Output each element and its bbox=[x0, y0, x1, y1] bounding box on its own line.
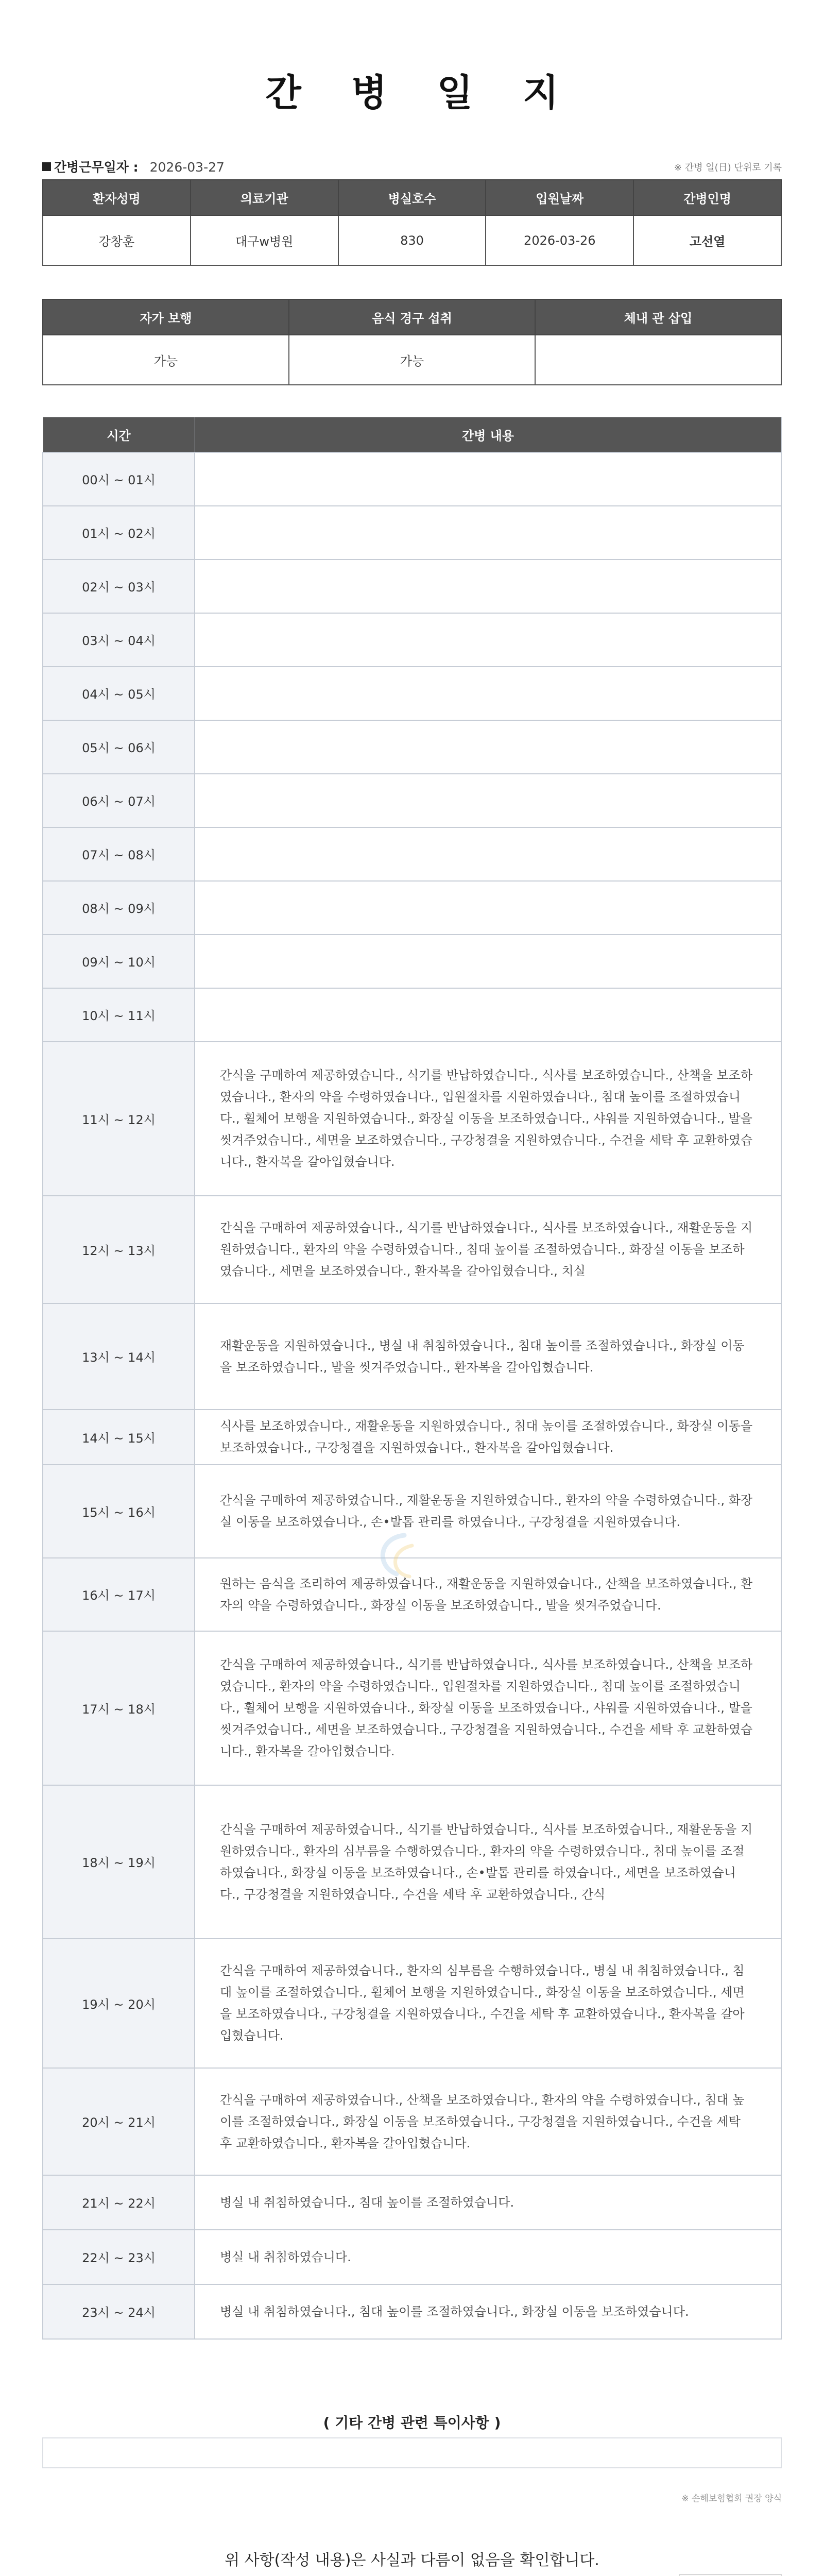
content-cell bbox=[195, 720, 781, 774]
admission-date: 2026-03-26 bbox=[486, 215, 633, 265]
time-cell: 07시 ~ 08시 bbox=[43, 827, 195, 881]
header-oral-intake: 음식 경구 섭취 bbox=[289, 299, 535, 335]
time-cell: 00시 ~ 01시 bbox=[43, 452, 195, 506]
content-cell bbox=[195, 506, 781, 560]
table-row bbox=[43, 935, 781, 988]
content-cell bbox=[195, 774, 781, 827]
confirmation-statement: 위 사항(작성 내용)은 사실과 다름이 없음을 확인합니다. bbox=[225, 2551, 599, 2569]
content-cell bbox=[195, 560, 781, 613]
time-cell: 08시 ~ 09시 bbox=[43, 881, 195, 935]
time-cell: 23시 ~ 24시 bbox=[43, 2284, 195, 2339]
content-cell: 병실 내 취침하였습니다. bbox=[195, 2230, 781, 2284]
time-cell: 16시 ~ 17시 bbox=[43, 1558, 195, 1631]
content-cell: 재활운동을 지원하였습니다., 병실 내 취침하였습니다., 침대 높이를 조절하였습니다., 화장실 이동을 보조하였습니다., 발을 씻겨주었습니다., 환자복을 갈아입혔습니다. bbox=[195, 1303, 781, 1410]
time-cell: 04시 ~ 05시 bbox=[43, 667, 195, 720]
table-row bbox=[43, 2175, 781, 2230]
table-header-row bbox=[43, 299, 781, 335]
work-date-value: 2026-03-27 bbox=[149, 160, 225, 175]
time-cell: 05시 ~ 06시 bbox=[43, 720, 195, 774]
header-tube-insertion: 체내 관 삽입 bbox=[535, 299, 781, 335]
content-cell: 간식을 구매하여 제공하였습니다., 식기를 반납하였습니다., 식사를 보조하였습니다., 재활운동을 지원하였습니다., 환자의 심부름을 수행하였습니다., 환자의 약을 수령하였습니다., 침대 높이를 조절하였습니다., 화장실 이동을 보조하였습니다., 손•발톱 관리를 하였습니다., 세면을 보조하였습니다., 구강청결을 지원하였습니다., 수건을 세탁 후 교환하였습니다., 간식 bbox=[195, 1785, 781, 1939]
time-cell: 17시 ~ 18시 bbox=[43, 1631, 195, 1785]
page-title: 간 병 일 지 bbox=[265, 71, 577, 114]
table-row bbox=[43, 988, 781, 1042]
time-cell: 06시 ~ 07시 bbox=[43, 774, 195, 827]
time-cell: 19시 ~ 20시 bbox=[43, 1939, 195, 2068]
header-room: 병실호수 bbox=[338, 180, 486, 215]
table-row bbox=[43, 1303, 781, 1410]
content-cell: 병실 내 취침하였습니다., 침대 높이를 조절하였습니다. bbox=[195, 2175, 781, 2230]
time-cell: 12시 ~ 13시 bbox=[43, 1196, 195, 1303]
time-cell: 01시 ~ 02시 bbox=[43, 506, 195, 560]
table-row bbox=[43, 774, 781, 827]
time-cell: 02시 ~ 03시 bbox=[43, 560, 195, 613]
table-row bbox=[43, 335, 781, 385]
oral-intake-value: 가능 bbox=[289, 335, 535, 385]
header-caregiver: 간병인명 bbox=[633, 180, 781, 215]
source-note: ※ 손해보험협회 권장 양식 bbox=[681, 2494, 782, 2504]
content-cell bbox=[195, 935, 781, 988]
table-row bbox=[43, 2068, 781, 2175]
time-cell: 09시 ~ 10시 bbox=[43, 935, 195, 988]
table-header-row bbox=[43, 417, 781, 452]
time-cell: 20시 ~ 21시 bbox=[43, 2068, 195, 2175]
work-date-label: 간병근무일자 : bbox=[54, 160, 139, 175]
time-cell: 03시 ~ 04시 bbox=[43, 613, 195, 667]
square-bullet-icon bbox=[42, 162, 51, 171]
content-cell: 식사를 보조하였습니다., 재활운동을 지원하였습니다., 침대 높이를 조절하였습니다., 화장실 이동을 보조하였습니다., 구강청결을 지원하였습니다., 환자복을 갈아입혔습니다. bbox=[195, 1410, 781, 1465]
table-row bbox=[43, 1196, 781, 1303]
patient-name: 강창훈 bbox=[43, 215, 191, 265]
content-cell bbox=[195, 881, 781, 935]
table-row bbox=[43, 215, 781, 265]
table-row bbox=[43, 1939, 781, 2068]
table-row bbox=[43, 452, 781, 506]
unit-note: ※ 간병 일(日) 단위로 기록 bbox=[674, 162, 782, 173]
content-cell: 원하는 음식을 조리하여 제공하였습니다., 재활운동을 지원하였습니다., 산책을 보조하였습니다., 환자의 약을 수령하였습니다., 화장실 이동을 보조하였습니다., 발을 씻겨주었습니다. bbox=[195, 1558, 781, 1631]
content-cell: 간식을 구매하여 제공하였습니다., 식기를 반납하였습니다., 식사를 보조하였습니다., 산책을 보조하였습니다., 환자의 약을 수령하였습니다., 입원절차를 지원하였습니다., 침대 높이를 조절하였습니다., 휠체어 보행을 지원하였습니다., 화장실 이동을 보조하였습니다., 샤워를 지원하였습니다., 발을 씻겨주었습니다., 세면을 보조하였습니다., 구강청결을 지원하였습니다., 수건을 세탁 후 교환하였습니다., 환자복을 갈아입혔습니다. bbox=[195, 1042, 781, 1196]
table-header-row bbox=[43, 180, 781, 215]
patient-condition-table bbox=[42, 299, 782, 385]
work-date bbox=[42, 157, 225, 176]
table-row bbox=[43, 2230, 781, 2284]
time-cell: 22시 ~ 23시 bbox=[43, 2230, 195, 2284]
content-cell: 간식을 구매하여 제공하였습니다., 식기를 반납하였습니다., 식사를 보조하였습니다., 재활운동을 지원하였습니다., 환자의 약을 수령하였습니다., 침대 높이를 조절하였습니다., 화장실 이동을 보조하였습니다., 세면을 보조하였습니다., 환자복을 갈아입혔습니다., 치실 bbox=[195, 1196, 781, 1303]
hospital-name: 대구w병원 bbox=[191, 215, 338, 265]
work-date-row bbox=[42, 157, 782, 176]
header-hospital: 의료기관 bbox=[191, 180, 338, 215]
content-cell: 간식을 구매하여 제공하였습니다., 식기를 반납하였습니다., 식사를 보조하였습니다., 산책을 보조하였습니다., 환자의 약을 수령하였습니다., 입원절차를 지원하였습니다., 침대 높이를 조절하였습니다., 휠체어 보행을 지원하였습니다., 화장실 이동을 보조하였습니다., 샤워를 지원하였습니다., 발을 씻겨주었습니다., 세면을 보조하였습니다., 구강청결을 지원하였습니다., 수건을 세탁 후 교환하였습니다., 환자복을 갈아입혔습니다. bbox=[195, 1631, 781, 1785]
time-cell: 10시 ~ 11시 bbox=[43, 988, 195, 1042]
table-row bbox=[43, 1042, 781, 1196]
signature-image bbox=[679, 2574, 782, 2576]
care-log-table bbox=[42, 417, 782, 2340]
table-row bbox=[43, 667, 781, 720]
header-care-content: 간병 내용 bbox=[195, 417, 781, 452]
header-admission-date: 입원날짜 bbox=[486, 180, 633, 215]
patient-info-table bbox=[42, 179, 782, 266]
header-time: 시간 bbox=[43, 417, 195, 452]
table-row bbox=[43, 1410, 781, 1465]
content-cell: 간식을 구매하여 제공하였습니다., 환자의 심부름을 수행하였습니다., 병실 내 취침하였습니다., 침대 높이를 조절하였습니다., 휠체어 보행을 지원하였습니다., 화장실 이동을 보조하였습니다., 세면을 보조하였습니다., 구강청결을 지원하였습니다., 수건을 세탁 후 교환하였습니다., 환자복을 갈아입혔습니다. bbox=[195, 1939, 781, 2068]
table-row bbox=[43, 506, 781, 560]
remarks-box bbox=[42, 2437, 782, 2468]
content-cell: 간식을 구매하여 제공하였습니다., 산책을 보조하였습니다., 환자의 약을 수령하였습니다., 침대 높이를 조절하였습니다., 화장실 이동을 보조하였습니다., 구강청결을 지원하였습니다., 수건을 세탁 후 교환하였습니다., 환자복을 갈아입혔습니다. bbox=[195, 2068, 781, 2175]
table-row bbox=[43, 720, 781, 774]
time-cell: 21시 ~ 22시 bbox=[43, 2175, 195, 2230]
table-row bbox=[43, 613, 781, 667]
table-row bbox=[43, 1631, 781, 1785]
table-row bbox=[43, 827, 781, 881]
time-cell: 18시 ~ 19시 bbox=[43, 1785, 195, 1939]
tube-insertion-value bbox=[535, 335, 781, 385]
table-row bbox=[43, 1785, 781, 1939]
content-cell bbox=[195, 613, 781, 667]
content-cell: 병실 내 취침하였습니다., 침대 높이를 조절하였습니다., 화장실 이동을 보조하였습니다. bbox=[195, 2284, 781, 2339]
time-cell: 11시 ~ 12시 bbox=[43, 1042, 195, 1196]
content-cell bbox=[195, 988, 781, 1042]
self-walking-value: 가능 bbox=[43, 335, 289, 385]
room-number: 830 bbox=[338, 215, 486, 265]
header-self-walking: 자가 보행 bbox=[43, 299, 289, 335]
caregiver-name: 고선열 bbox=[633, 215, 781, 265]
watermark-logo-icon bbox=[366, 1525, 464, 1587]
table-row bbox=[43, 560, 781, 613]
time-cell: 15시 ~ 16시 bbox=[43, 1465, 195, 1558]
remarks-title: ( 기타 간병 관련 특이사항 ) bbox=[323, 2414, 501, 2431]
content-cell bbox=[195, 827, 781, 881]
time-cell: 14시 ~ 15시 bbox=[43, 1410, 195, 1465]
table-row bbox=[43, 2284, 781, 2339]
content-cell: 간식을 구매하여 제공하였습니다., 재활운동을 지원하였습니다., 환자의 약을 수령하였습니다., 화장실 이동을 보조하였습니다., 손•발톱 관리를 하였습니다., 구강청결을 지원하였습니다. bbox=[195, 1465, 781, 1558]
time-cell: 13시 ~ 14시 bbox=[43, 1303, 195, 1410]
table-row bbox=[43, 881, 781, 935]
header-patient-name: 환자성명 bbox=[43, 180, 191, 215]
content-cell bbox=[195, 452, 781, 506]
content-cell bbox=[195, 667, 781, 720]
